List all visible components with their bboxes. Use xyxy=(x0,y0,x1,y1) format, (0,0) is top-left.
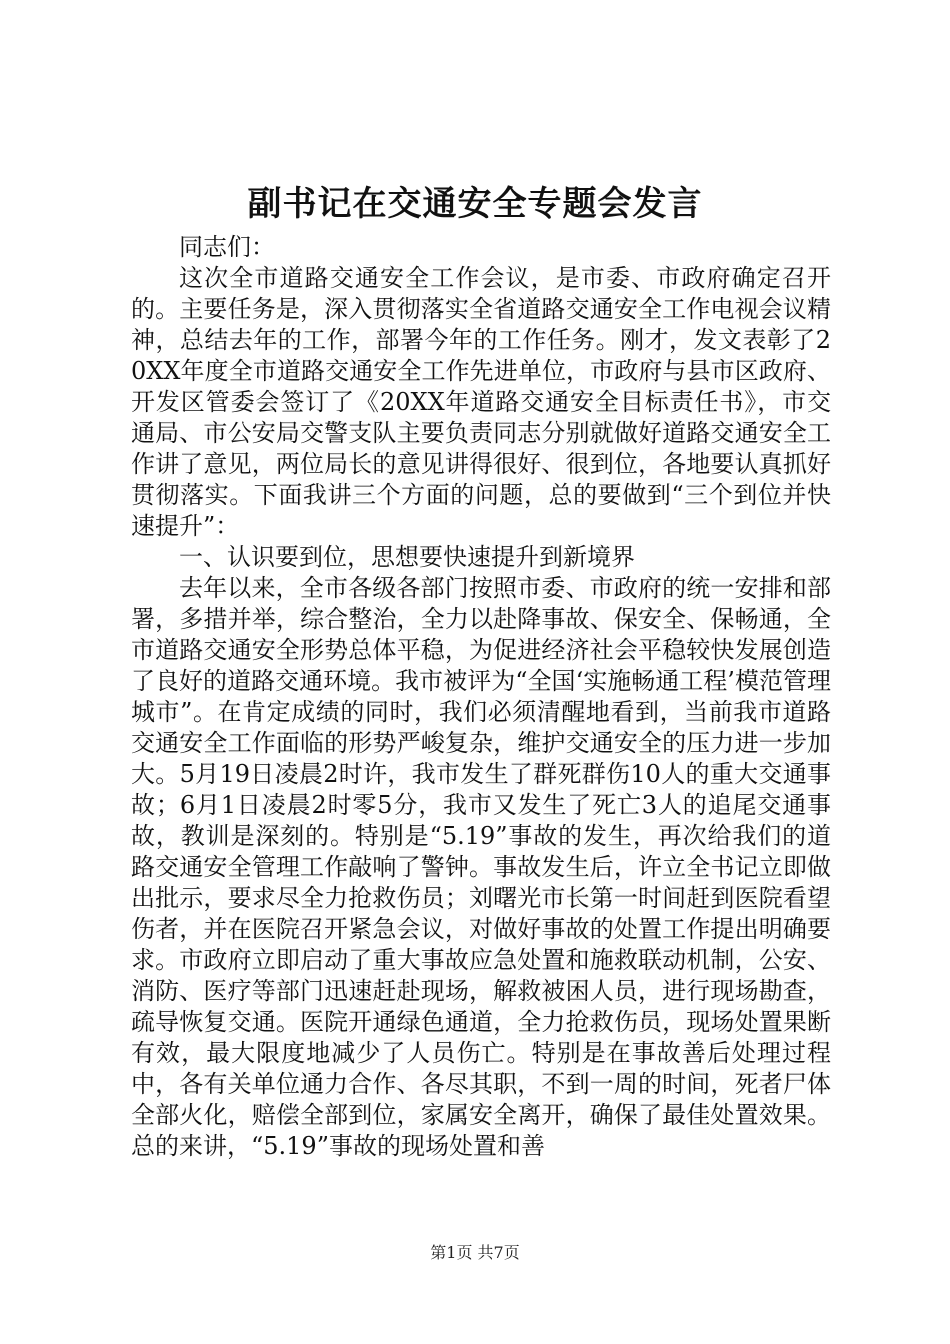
salutation-paragraph: 同志们： xyxy=(179,233,275,261)
page-number-footer: 第1页 共7页 xyxy=(430,1243,520,1262)
section-paragraph: 去年以来，全市各级各部门按照市委、市政府的统一安排和部署，多措并举，综合整治，全力以赴降事故、保安全、保畅通，全市道路交通安全形势总体平稳，为促进经济社会平稳较快发展创造了良好的道路交通环境。我市被评为“全国‘实施畅通工程’模范管理城市”。在肯定成绩的同时，我们必须清醒地看到，当前我市道路交通安全工作面临的形势严峻复杂，维护交通安全的压力进一步加大。5月19日凌晨2时许，我市发生了群死群伤10人的重大交通事故；6月1日凌晨2时零5分，我市又发生了死亡3人的追尾交通事故，教训是深刻的。特别是“5.19”事故的发生，再次给我们的道路交通安全管理工作敲响了警钟。事故发生后，许立全书记立即做出批示，要求尽全力抢救伤员；刘曙光市长第一时间赶到医院看望伤者，并在医院召开紧急会议，对做好事故的处置工作提出明确要求。市政府立即启动了重大事故应急处置和施救联动机制，公安、消防、医疗等部门迅速赶赴现场，解救被困人员，进行现场勘查，疏导恢复交通。医院开通绿色通道，全力抢救伤员，现场处置果断有效，最大限度地减少了人员伤亡。特别是在事故善后处理过程中，各有关单位通力合作、各尽其职，不到一周的时间，死者尸体全部火化，赔偿全部到位，家属安全离开，确保了最佳处置效果。总的来讲，“5.19”事故的现场处置和善 xyxy=(131,574,831,1160)
intro-paragraph: 这次全市道路交通安全工作会议，是市委、市政府确定召开的。主要任务是，深入贯彻落实全省道路交通安全工作电视会议精神，总结去年的工作，部署今年的工作任务。刚才，发文表彰了20XX年度全市道路交通安全工作先进单位，市政府与县市区政府、开发区管委会签订了《20XX年道路交通安全目标责任书》，市交通局、市公安局交警支队主要负责同志分别就做好道路交通安全工作讲了意见，两位局长的意见讲得很好、很到位，各地要认真抓好贯彻落实。下面我讲三个方面的问题，总的要做到“三个到位并快速提升”： xyxy=(131,264,831,540)
document-body xyxy=(131,232,831,1162)
document-title: 副书记在交通安全专题会发言 xyxy=(247,184,703,224)
section-heading: 一、认识要到位，思想要快速提升到新境界 xyxy=(179,543,635,571)
